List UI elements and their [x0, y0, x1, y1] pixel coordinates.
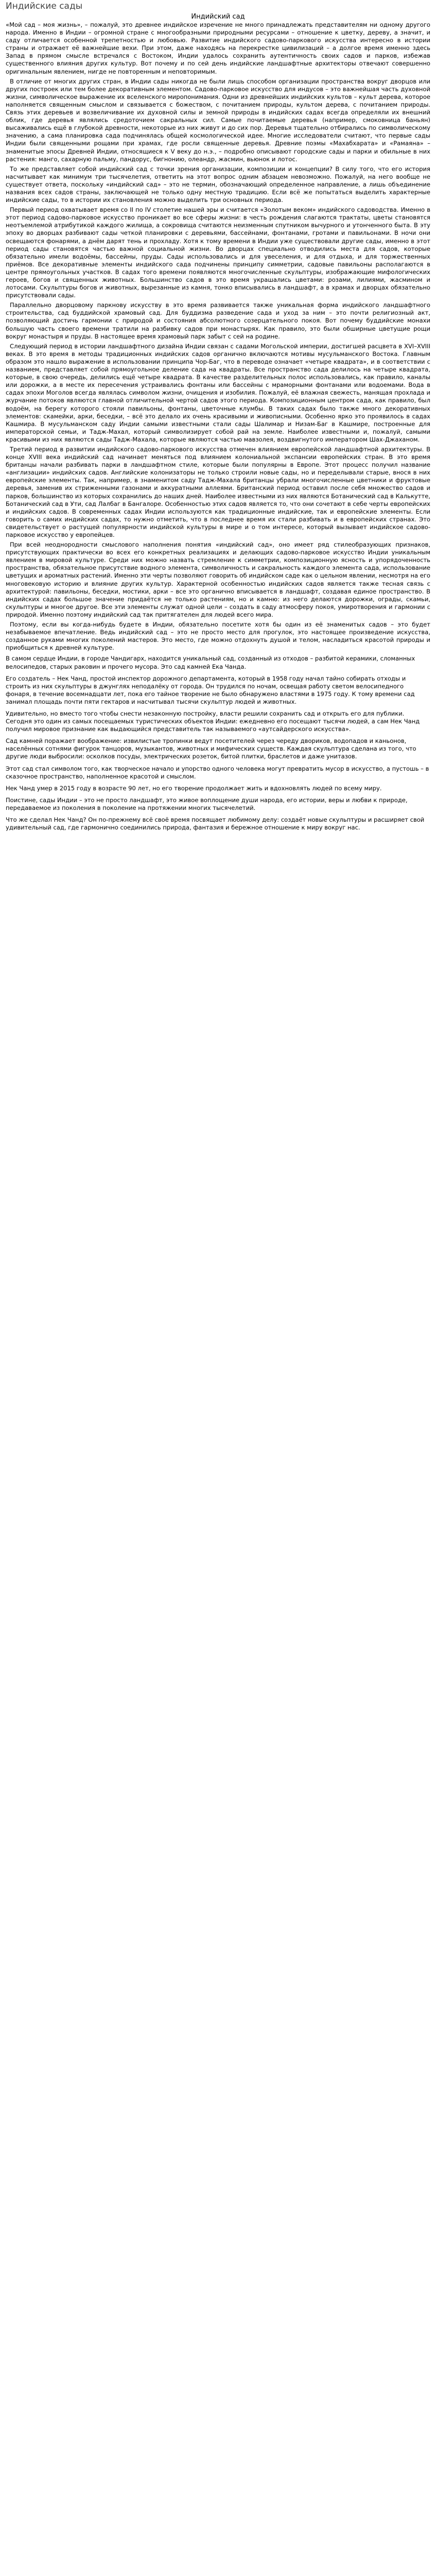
- article-page: [0, 0, 436, 832]
- paragraph: В самом сердце Индии, в городе Чандигарх, находится уникальный сад, созданный из отходов – разбитой керамики, сломанных велосипедов, старых раковин и прочего мусора. Это сад камней Ека Чанда.: [6, 655, 415, 670]
- paragraph: Этот сад стал символом того, как творческое начало и упорство одного человека могут превратить мусор в искусство, а пустошь – в сказочное пространство, наполненное красотой и смыслом.: [6, 765, 429, 780]
- article-body: [6, 21, 430, 652]
- paragraph: Поэтому, если вы когда-нибудь будете в Индии, обязательно посетите хотя бы один из её знаменитых садов – это будет незабываемое впечатление. Ведь индийский сад – это не просто место для прогулок, это настоящее произведение искусства, созданное руками многих поколений мастеров. Это место, где можно отдохнуть душой и телом, насладиться красотой природы и приобщиться к древней культуре.: [6, 621, 430, 652]
- paragraph: Следующий период в истории ландшафтного дизайна Индии связан с садами Могольской империи, достигшей расцвета в XVI–XVIII веках. В это время в методы традиционных индийских садов органично включаются мотивы мусульманского Востока. Главным образом это нашло выражение в использовании принципа Чор-Баг, что в переводе означает «четыре квадрата», и в соответствии с названием, представляет собой прямоугольное деление сада на квадраты. Все пространство сада делилось на четыре квадрата, которые, в свою очередь, делились ещё четыре квадрата. В качестве разделительных полос использовались, как правило, каналы или дорожки, а в месте их пересечения устраивались фонтаны или бассейны с мраморными фонтанами или водоемами. Вода в садах эпохи Моголов всегда являлась символом жизни, очищения и изобилия. Пожалуй, её влажная свежесть, манящая прохлада и журчание потоков являются главной отличительной чертой садов этого периода. Композиционным центром сада, как правило, был водоём, на берегу которого стояли павильоны, фонтаны, цветочные клумбы. В таких садах было также много декоративных элементов: скамейки, арки, беседки, – всё это делало их очень красивыми и живописными. Особенно ярко это проявилось в садах Кашмира. В мусульманском саду Индии самыми известными стали сады Шалимар и Низам-Баг в Кашмире, построенные для императорской семьи, и Тадж-Махал, который символизирует собой рай на земле. Наиболее известными и, пожалуй, самыми красивыми из них являются сады Тадж-Махала, которые являются частью мавзолея, воздвигнутого императором Шах-Джаханом.: [6, 342, 430, 443]
- page-title: Индийские сады: [6, 1, 83, 11]
- paragraph: То же представляет собой индийский сад с точки зрения организации, композиции и концепции? В силу того, что его история насчитывает как минимум три тысячелетия, ответить на этот вопрос одним абзацем невозможно. Пожалуй, на него вообще не существует ответа, поскольку «индийский сад» – это не термин, обозначающий определенное направление, а лишь объединение названия всех садов страны, заключающей не только одну местную традицию. Если всё же попытаться выделить характерные индийские сады, то в истории их становления можно выделить три основных периода.: [6, 165, 430, 204]
- paragraph: Что же сделал Нек Чанд? Он по-прежнему всё своё время посвящает любимому делу: создаёт новые скульптуры и расширяет свой удивительный сад, где гармонично соединились природа, фантазия и бережное отношение к миру вокруг нас.: [6, 816, 425, 832]
- paragraph: Удивительно, но вместо того чтобы снести незаконную постройку, власти решили сохранить сад и открыть его для публики. Сегодня это один из самых посещаемых туристических объектов Индии: ежедневно его посещают тысячи людей, а сам Нек Чанд получил мировое признание как выдающийся представитель так называемого «аутсайдерского искусства».: [6, 709, 420, 733]
- paragraph: Сад камней поражает воображение: извилистые тропинки ведут посетителей через череду двориков, водопадов и каньонов, населённых сотнями фигурок танцоров, музыкантов, животных и мифических существ. Каждая скульптура сделана из того, что другие люди выбросили: осколков посуды, электрических розеток, битой плитки, браслетов и даже унитазов.: [6, 737, 416, 760]
- paragraph: Третий период в развитии индийского садово-паркового искусства отмечен влиянием европейской ландшафтной архитектуры. В конце XVIII века индийский сад начинает меняться под влиянием колониальной экспансии европейских стран. В это время британцы начали разбивать парки в ландшафтном стиле, которые были популярны в Европе. Этот процесс получил название «англизации» индийских садов. Английские колонизаторы не только строили новые сады, но и переделывали старые, внося в них европейские элементы. Так, например, в знаменитом саду Тадж-Махала британцы убрали многочисленные цветники и фруктовые деревья, заменив их стриженными газонами и аккуратными аллеями. Британский период оставил после себя множество садов и парков, большинство из которых сохранились до наших дней. Наиболее известными из них являются Ботанический сад в Калькутте, Ботанический сад в Ути, сад Лалбаг в Бангалоре. Особенностью этих садов является то, что они сочетают в себе черты европейских и индийских садов. В современных садах Индии используются как традиционные индийские, так и европейские элементы. Если говорить о самих индийских садах, то нужно отметить, что в последнее время их стали разбивать и в европейских странах. Это свидетельствует о растущей популярности индийской культуры в мире и о том интересе, который вызывает индийское садово-парковое искусство у европейцев.: [6, 445, 430, 538]
- paragraph: Поистине, сады Индии – это не просто ландшафт, это живое воплощение души народа, его истории, веры и любви к природе, передаваемое из поколения в поколение на протяжении многих тысячелетий.: [6, 796, 408, 811]
- paragraph: В отличие от многих других стран, в Индии сады никогда не были лишь способом организации пространства вокруг дворцов или других построек или тем более декоративным элементом. Садово-парковое искусство для индусов – это важнейшая часть духовной жизни, символическое выражение их вселенского миропонимания. Одни из древнейших индийских культов – культ дерева, которое наполняется священным смыслом и связывается с божеством, с почитанием природы, культом дерева, с почитанием природы. Связь этих деревьев и возвеличивание их духовной силы и земной природы в индийских садах всегда определяли их внешний облик, где деревья являлись средоточием сакральных сил. Самые почитаемые деревья (например, смоковница баньян) высаживались ещё в глубокой древности, некоторые из них живут и до сих пор. Деревья тщательно отбирались по символическому значению, а сама планировка сада подчинялась общей космологической идее. Многие исследователи считают, что первые сады Индии были священными рощами при храмах, где росли священные деревья. Древние поэмы «Махабхарата» и «Рамаяна» – знаменитые эпосы Древней Индии, относящиеся к V веку до н.э., – подробно описывают городские сады и парки и обильные в них растения: манго, сахарную пальму, пандорус, бигнонию, олеандр, жасмин, вьюнок и лотос.: [6, 77, 430, 163]
- article-title: Индийский сад: [191, 13, 245, 21]
- paragraph: Первый период охватывает время со II по IV столетие нашей эры и считается «Золотым веком» индийского садоводства. Именно в этот период садово-парковое искусство проникает во все сферы жизни: в честь рождения слагаются трактаты, цветы становятся неотъемлемой атрибутикой каждого жилища, а сокровища считаются неизменным спутником вычурного и утонченного быта. В эту эпоху во дворцах разбивают сады четкой планировки с деревьями, бассейнами, фонтанами, гротами и павильонами. В ночи они освещаются фонарями, а днём дарят тень и прохладу. Хотя к тому времени в Индии уже существовали другие сады, именно в этот период сады становятся частью важной социальной жизни. Во дворцах специально отводились места для садов, которые обязательно имели водоёмы, бассейны, пруды. Сады использовались и для увеселения, и для отдыха, и для торжественных приёмов. Все декоративные элементы индийского сада подчинены принципу симметрии, садовые павильоны располагаются в центре прямоугольных участков. В садах того времени появляются многочисленные скульптуры, изображающие мифологических героев, богов и священных животных. Большинство садов в это время украшались цветами: розами, лилиями, жасмином и лотосами. Скульптуры богов и животных, вырезанные из камня, тонко вписывались в ландшафт, а в храмах и дворцах обязательно присутствовали сады.: [6, 206, 430, 299]
- paragraph: «Мой сад – моя жизнь», – пожалуй, это древнее индийское изречение не много принадлежать представителям ни одному другого народа. Именно в Индии – огромной стране с многообразными природными ресурсами – отношение к цветку, дереву, а значит, и саду отличается особенной трепетностью и любовью. Развитие индийского садово-паркового искусства интересно в истории страны и отражает её важнейшие вехи. При этом, даже находясь на перекрестке цивилизаций – а долгое время именно здесь Запад в прямом смысле встречался с Востоком, Индии удалось сохранить аутентичность своих садов и парков, избежав существенного влияния других культур. Вот почему и по сей день индийские ландшафтные архитекторы отвечают совершенно оригинальным явлением, нигде не повторенным и неповторимым.: [6, 21, 430, 75]
- paragraph: Нек Чанд умер в 2015 году в возрасте 90 лет, но его творение продолжает жить и вдохновлять людей по всему миру.: [6, 784, 382, 792]
- paragraph: Его создатель – Нек Чанд, простой инспектор дорожного департамента, который в 1958 году начал тайно собирать отходы и строить из них скульптуры в джунглях неподалёку от города. Он трудился по ночам, освещая работу светом велосипедного фонаря, в течение восемнадцати лет, пока его тайное творение не было обнаружено властями в 1975 году. К тому времени сад занимал площадь почти пяти гектаров и насчитывал тысячи скульптур людей и животных.: [6, 674, 415, 705]
- rock-garden-section: [6, 655, 430, 832]
- paragraph: Параллельно дворцовому паркнову искусству в это время развивается также уникальная форма индийского ландшафтного строительства, сад буддийской храмовый сад. Для буддизма разведение сада и уход за ним – это почти религиозный акт, позволяющий достичь гармонии с природой и состояния абсолютного созерцательного покоя. Вот почему буддийские монахи большую часть своего времени тратили на разбивку садов при монастырях. Как правило, это были обширные цветущие рощи вокруг монастыря и пруды. В настоящее время храмовый парк забыт с сей на родине.: [6, 301, 430, 340]
- paragraph: При всей неоднородности смыслового наполнения понятия «индийский сад», оно имеет ряд стилеобразующих признаков, присутствующих практически во всех его конкретных реализациях и делающих садово-парковое искусство Индии уникальным явлением в мировой культуре. Среди них можно назвать стремление к симметрии, композиционную ясность и упорядоченность пространства, обязательное присутствие водного элемента, символичность и сакральность каждого элемента сада, использование цветущих и ароматных растений. Именно эти черты позволяют говорить об индийском саде как о цельном явлении, несмотря на его многовековую историю и влияние других культур. Характерной особенностью индийских садов является также тесная связь с архитектурой: павильоны, беседки, мостики, арки – все это органично вписывается в ландшафт, создавая единое пространство. В индийских садах большое значение придаётся не только растениям, но и камню: из него делаются дорожки, ограды, скамьи, скульптуры и многое другое. Все эти элементы служат одной цели – создать в саду атмосферу покоя, умиротворения и гармонии с природой. Именно поэтому индийский сад так притягателен для людей всего мира.: [6, 541, 430, 618]
